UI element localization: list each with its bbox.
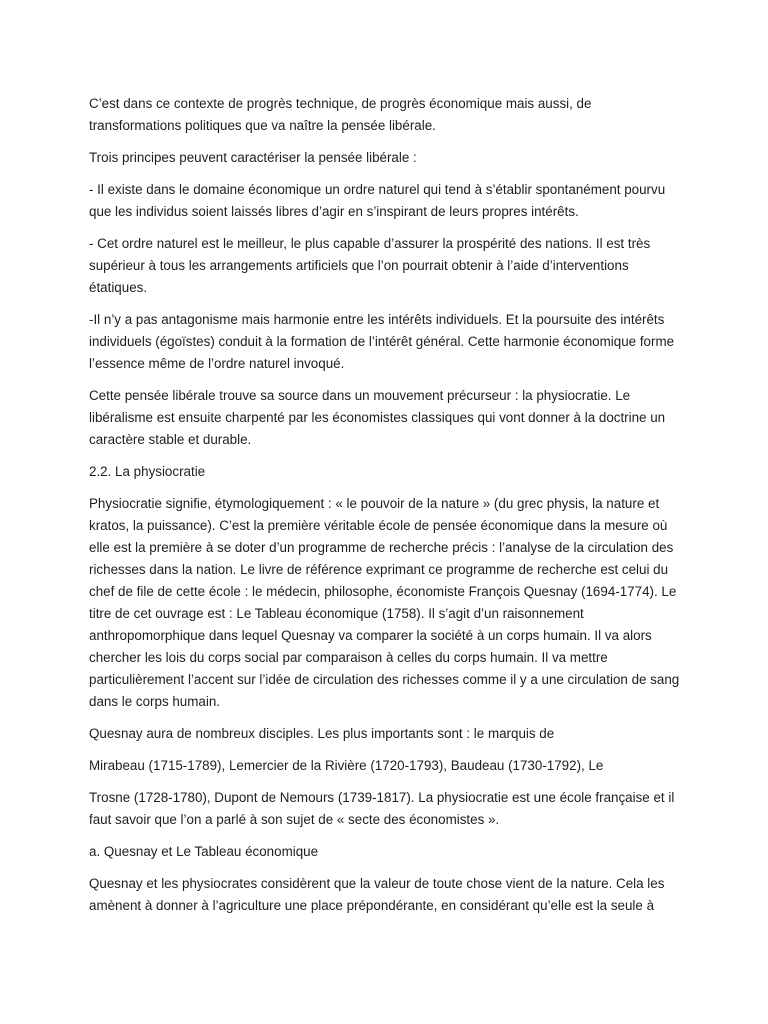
paragraph-disciples-3: Trosne (1728-1780), Dupont de Nemours (1739-1817). La physiocratie est une école française et il faut savoir que l’on a parlé à son sujet de « secte des économistes ». (89, 790, 675, 827)
paragraph-disciples-1: Quesnay aura de nombreux disciples. Les plus importants sont : le marquis de (89, 726, 555, 741)
paragraph-principle-3: -Il n’y a pas antagonisme mais harmonie entre les intérêts individuels. Et la poursuite des intérêts individuels (égoïstes) conduit à la formation de l’intérêt général. Cette harmonie économique forme l’essence même de l’ordre naturel invoqué. (89, 312, 675, 371)
paragraph-intro: C’est dans ce contexte de progrès technique, de progrès économique mais aussi, de transformations politiques que va naître la pensée libérale. (89, 96, 592, 133)
paragraph-valeur-nature: Quesnay et les physiocrates considèrent que la valeur de toute chose vient de la nature. Cela les amènent à donner à l’agriculture une place prépondérante, en considérant qu’elle est la seule à (89, 876, 665, 913)
paragraph-physiocratie-definition: Physiocratie signifie, étymologiquement : « le pouvoir de la nature » (du grec physis, la nature et kratos, la puissance). C’est la première véritable école de pensée économique dans la mesure où elle est la première à se doter d’un programme de recherche précis : l’analyse de la circulation des richesses dans la nation. Le livre de référence exprimant ce programme de recherche est celui du chef de file de cette école : le médecin, philosophe, économiste François Quesnay (1694-1774). Le titre de cet ouvrage est : Le Tableau économique (1758). Il s’agit d’un raisonnement anthropomorphique dans lequel Quesnay va comparer la société à un corps humain. Il va alors chercher les lois du corps social par comparaison à celles du corps humain. Il va mettre particulièrement l’accent sur l’idée de circulation des richesses comme il y a une circulation de sang dans le corps humain. (89, 496, 680, 709)
document-page (89, 93, 685, 927)
paragraph-principle-2: - Cet ordre naturel est le meilleur, le plus capable d’assurer la prospérité des nations. Il est très supérieur à tous les arrangements artificiels que l’on pourrait obtenir à l’aide d’interventions étatiques. (89, 236, 651, 295)
paragraph-principles-intro: Trois principes peuvent caractériser la pensée libérale : (89, 150, 417, 165)
section-heading-tableau: a. Quesnay et Le Tableau économique (89, 844, 319, 859)
paragraph-disciples-2: Mirabeau (1715-1789), Lemercier de la Rivière (1720-1793), Baudeau (1730-1792), Le (89, 758, 604, 773)
paragraph-principle-1: - Il existe dans le domaine économique un ordre naturel qui tend à s’établir spontanément pourvu que les individus soient laissés libres d’agir en s’inspirant de leurs propres intérêts. (89, 182, 666, 219)
section-heading-physiocratie: 2.2. La physiocratie (89, 464, 206, 479)
paragraph-physiocratie-source: Cette pensée libérale trouve sa source dans un mouvement précurseur : la physiocratie. Le libéralisme est ensuite charpenté par les économistes classiques qui vont donner à la doctrine un caractère stable et durable. (89, 388, 666, 447)
